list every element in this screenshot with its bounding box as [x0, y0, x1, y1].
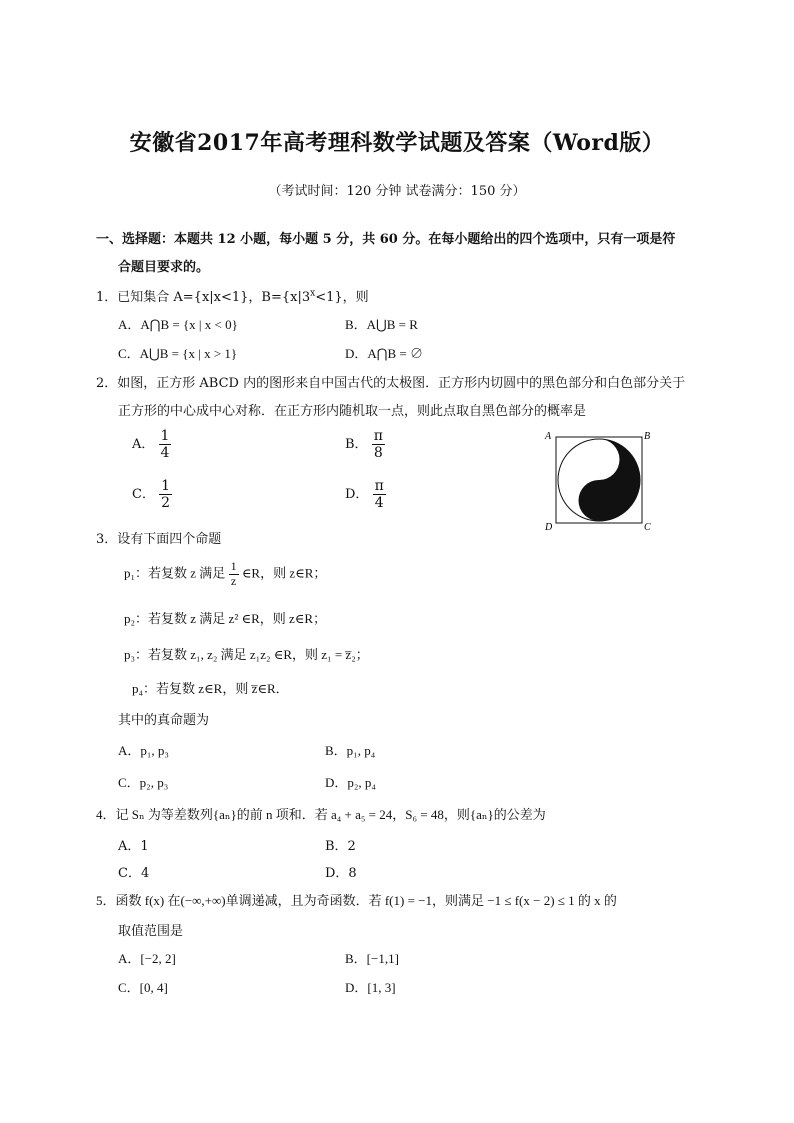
q2-option-c: [132, 478, 172, 511]
section-heading-line2: 合题目要求的。: [118, 260, 210, 275]
q2-option-d-fraction: [373, 478, 386, 511]
q4-option-b: B．2: [325, 839, 356, 854]
q2-a-den: 4: [160, 445, 170, 462]
q2-option-b-fraction: [372, 428, 385, 461]
q1-stem-end: <1}，则: [315, 290, 369, 305]
page-title: 安徽省2017年高考理科数学试题及答案（Word版）: [129, 130, 665, 156]
vertex-b-label: B: [644, 431, 651, 442]
q2-d-den: 4: [374, 495, 384, 512]
q2-stem-line1: 2．如图，正方形 ABCD 内的图形来自中国古代的太极图．正方形内切圆中的黑色部分和白色部分关于: [96, 376, 686, 391]
q2-option-d: [345, 478, 386, 511]
q3-p2: p₂：若复数 z 满足 z² ∈R，则 z∈R；: [124, 611, 327, 626]
q2-option-a-fraction: [159, 428, 172, 461]
q2-option-c-label: C．: [132, 487, 155, 503]
exam-info: （考试时间：120 分钟 试卷满分：150 分）: [268, 184, 526, 199]
q2-b-den: 8: [373, 445, 383, 462]
q5-option-d: D．[1, 3]: [345, 980, 396, 995]
q2-b-num: π: [373, 428, 383, 444]
q1-option-a: A．A⋂B = {x | x < 0}: [118, 317, 238, 332]
q2-d-num: π: [374, 478, 384, 494]
q3-option-c: C．p₂, p₃: [118, 775, 169, 790]
q2-a-num: 1: [160, 428, 170, 444]
q2-option-b-label: B．: [345, 437, 368, 453]
q2-stem-line2: 正方形的中心成中心对称．在正方形内随机取一点，则此点取自黑色部分的概率是: [118, 404, 587, 419]
q3-option-b: B．p₁, p₄: [325, 743, 376, 758]
q3-p1-den: z: [230, 573, 237, 588]
white-dot: [595, 455, 604, 464]
q1-stem-sup: x: [310, 288, 316, 299]
black-dot: [595, 496, 604, 505]
q2-option-c-fraction: [159, 478, 172, 511]
q3-option-a: A．p₁, p₃: [118, 743, 169, 758]
q4-stem: 4．记 Sₙ 为等差数列{aₙ}的前 n 项和．若 a₄ + a₅ = 24，S₆ = 48，则{aₙ}的公差为: [96, 807, 546, 822]
q5-stem-line1: 5．函数 f(x) 在(−∞,+∞)单调递减，且为奇函数．若 f(1) = −1，则满足 −1 ≤ f(x − 2) ≤ 1 的 x 的: [96, 893, 617, 908]
q1-stem: [96, 286, 369, 305]
q3-p3: p₃：若复数 z₁, z₂ 满足 z₁z₂ ∈R，则 z₁ = z̅₂；: [124, 647, 369, 662]
q5-option-b: B．[−1,1]: [345, 951, 399, 966]
taiji-figure: [540, 428, 656, 532]
q3-p1-fraction: [229, 560, 239, 589]
q5-option-a: A．[−2, 2]: [118, 951, 176, 966]
q1-option-c: C．A⋃B = {x | x > 1}: [118, 346, 238, 361]
q1-option-b: B．A⋃B = R: [345, 317, 418, 332]
q2-c-num: 1: [161, 478, 171, 494]
q3-p1-end: ∈R，则 z∈R；: [241, 565, 327, 581]
q5-stem-line2: 取值范围是: [118, 924, 184, 939]
q5-option-c: C．[0, 4]: [118, 980, 168, 995]
q3-stem: 3．设有下面四个命题: [96, 532, 222, 547]
q2-option-d-label: D．: [345, 487, 369, 503]
q3-p1-num: 1: [230, 559, 237, 573]
q2-option-b: [345, 428, 385, 461]
section-heading-line1: 一、选择题：本题共 12 小题，每小题 5 分，共 60 分。在每小题给出的四个选项中，只有一项是符: [96, 232, 676, 247]
q3-ask: 其中的真命题为: [118, 713, 210, 728]
vertex-d-label: D: [545, 522, 553, 532]
q4-option-c: C．4: [118, 866, 150, 881]
vertex-c-label: C: [644, 522, 651, 532]
q3-p1: [124, 560, 326, 589]
q3-p1-label: p₁：若复数 z 满足: [124, 565, 226, 581]
q1-stem-text: 1．已知集合 A={x|x<1}，B={x|3: [96, 290, 311, 305]
q2-option-a: [132, 428, 171, 461]
q2-c-den: 2: [161, 495, 171, 512]
q1-option-d: D．A⋂B = ∅: [345, 346, 423, 361]
q2-option-a-label: A．: [132, 437, 155, 453]
q4-option-a: A．1: [118, 839, 149, 854]
q3-option-d: D．p₂, p₄: [325, 775, 376, 790]
q3-p4: p₄：若复数 z∈R，则 z̅∈R．: [132, 681, 289, 696]
vertex-a-label: A: [545, 431, 552, 442]
q4-option-d: D．8: [325, 866, 357, 881]
